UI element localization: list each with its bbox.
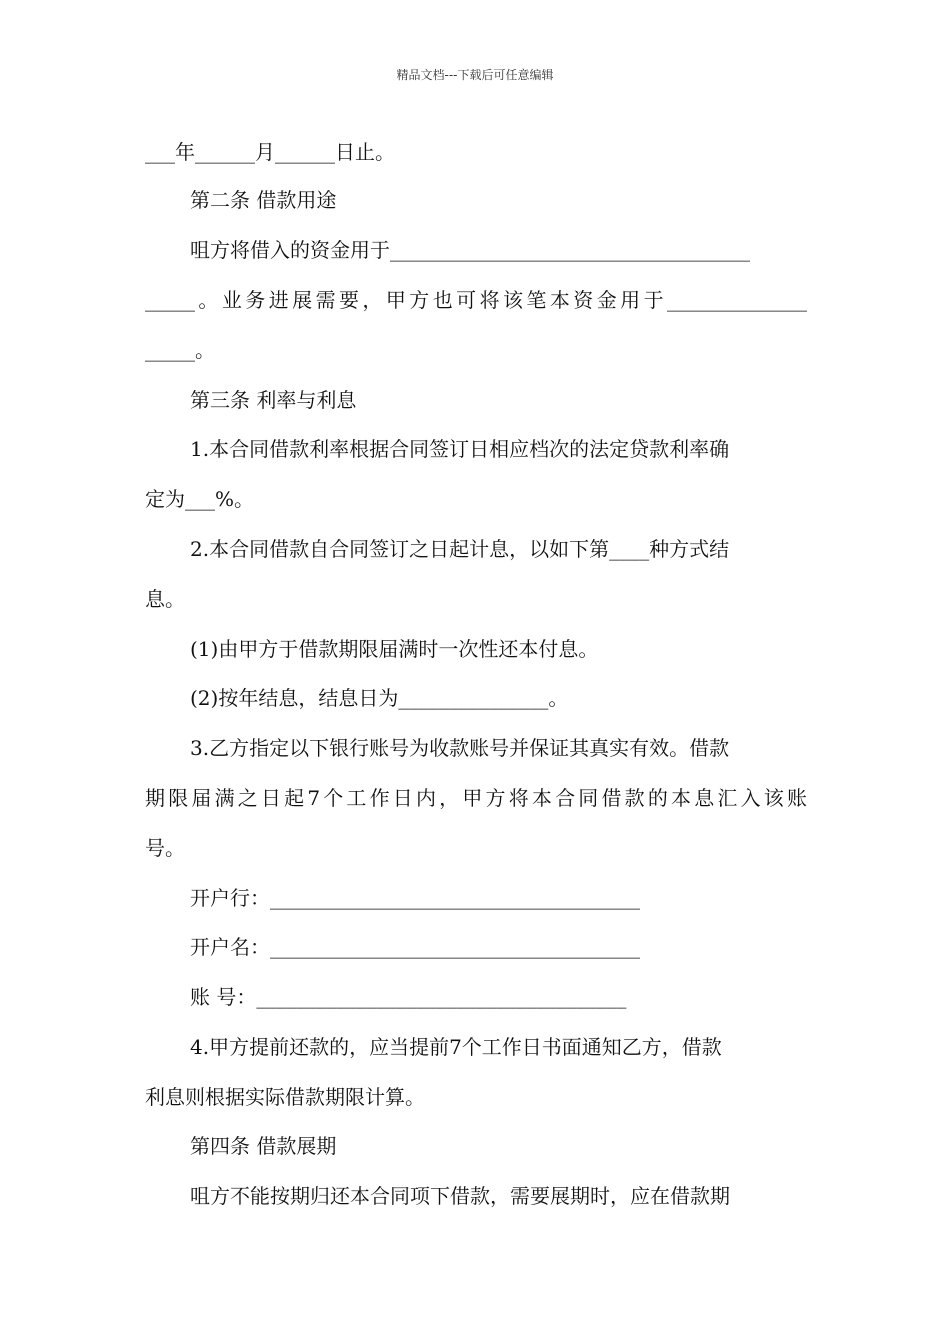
text-line-account-2: 期限届满之日起7个工作日内，甲方将本合同借款的本息汇入该账 (145, 786, 807, 810)
text-line-option-1: (1)由甲方于借款期限届满时一次性还本付息。 (190, 637, 599, 661)
text-line-option-2: (2)按年结息，结息日为_______________。 (190, 686, 569, 710)
text-line-interest-2: 息。 (145, 587, 185, 611)
text-line-extension-1: 咀方不能按期归还本合同项下借款，需要展期时，应在借款期 (190, 1184, 730, 1208)
field-bank-name: 开户行：_____________________________________ (190, 886, 640, 910)
text-line-purpose-1: 咀方将借入的资金用于____________________________________ (190, 238, 750, 262)
text-line-account-3: 号。 (145, 836, 185, 860)
text-line-purpose-3: _____。 (145, 338, 215, 362)
article-4-heading: 第四条 借款展期 (190, 1134, 337, 1158)
text-line-purpose-2: _____。业务进展需要，甲方也可将该笔本资金用于______________ (145, 288, 807, 312)
text-line-end-date: ___年______月______日止。 (145, 140, 395, 164)
article-3-heading: 第三条 利率与利息 (190, 388, 357, 412)
page-header: 精品文档---下载后可任意编辑 (396, 68, 554, 82)
field-account-name: 开户名：_____________________________________ (190, 935, 640, 959)
field-account-number: 账 号：_____________________________________ (190, 985, 627, 1009)
text-line-prepay-1: 4.甲方提前还款的，应当提前7个工作日书面通知乙方，借款 (190, 1035, 722, 1059)
text-line-account-1: 3.乙方指定以下银行账号为收款账号并保证其真实有效。借款 (190, 736, 730, 760)
article-2-heading: 第二条 借款用途 (190, 188, 337, 212)
text-line-rate-1: 1.本合同借款利率根据合同签订日相应档次的法定贷款利率确 (190, 437, 730, 461)
text-line-rate-2: 定为___%。 (145, 487, 255, 511)
text-line-interest-1: 2.本合同借款自合同签订之日起计息，以如下第____种方式结 (190, 537, 730, 561)
text-line-prepay-2: 利息则根据实际借款期限计算。 (145, 1085, 425, 1109)
